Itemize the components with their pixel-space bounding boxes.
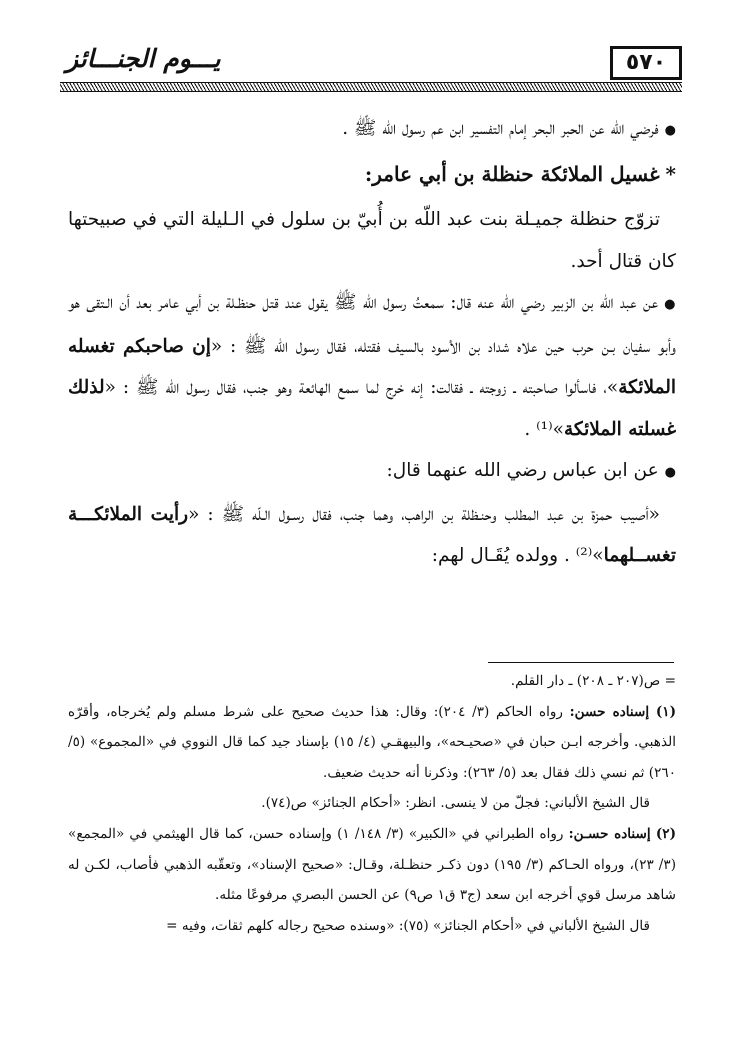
running-title: يـــوم الجنـــائز — [66, 44, 221, 73]
footnote-1-text: رواه الحاكم (٣/ ٢٠٤): وقال: هذا حديث صحيح على شرط مسلم ولم يُخرجاه، وأقرّه الذهبي. وأخرجه ابـن حبان في «صحيـحه»، والبيهقـي (٤/ ١٥) بإسناد جيد كما قال النووي في «المجموع» (٥/ ٢٦٠) ثم نسي ذلك فقال بعد (٥/ ٢٦٣): وذكرنا أنه حديث ضعيف. — [68, 703, 676, 781]
footnote-2-number: (٢) — [655, 825, 677, 842]
p3-quote-1: إن صاحبكم تغسله الملائكة — [68, 335, 676, 398]
footnote-1-label: إسناده حسن: — [569, 703, 650, 720]
p3-part-d: »⁽¹⁾ . — [524, 418, 564, 440]
p5-quote: رأيت الملائكـــة تغســلهما — [68, 503, 676, 566]
footnote-1-note: قال الشيخ الألباني: فجلّ من لا ينسى. انظر: «أحكام الجنائز» ص(٧٤). — [261, 795, 650, 812]
page-header — [60, 42, 682, 92]
paragraph-2: تزوّج حنظلة جميـلة بنت عبد اللّه بن أُبيّ بن سلول في الـليلة التي في صبيحتها كان قتال أحد. — [68, 209, 676, 272]
footnote-separator — [488, 662, 674, 663]
p5-part-a: «أصيب حمزة بن عبد المطلب وحنـظلة بن الراهب، وهما جنب، فقال رسـول الـلّه ﷺ : « — [188, 503, 660, 525]
footnote-2-note: قال الشيخ الألباني في «أحكام الجنائز» (٧٥): «وسنده صحيح رجاله كلهم ثقات، وفيه = — [166, 917, 650, 934]
heading-mark: * — [665, 161, 676, 186]
footnotes — [68, 666, 676, 941]
paragraph-4: ● عن ابن عباس رضي الله عنهما قال: — [68, 450, 676, 494]
p3-part-c: »، فاسألوا صاحبته ـ زوجته ـ فقالت: إنه خرج لما سمع الهائعة وهو جنب، فقال رسول اللّه ﷺ : « — [104, 377, 619, 398]
paragraph-1: ● فرضي اللّه عن الحبر البحر إمام التفسير ابن عم رسول اللّه ﷺ . — [68, 108, 676, 152]
p3-part-a: عن عبد اللّه بن الزبير رضي الله عنه قال: سمعتُ رسول اللّه ﷺ يقول عند قتل حنظـلة بن أبي عامر بعد أن الـتقى هو وأبو سفيان بـن حرب حين علاه شداد بن الأسود بالسيف فقتله، فقال رسول اللّه ﷺ : « — [68, 292, 676, 357]
page-number: ٥٧٠ — [610, 46, 682, 80]
paragraph-3 — [68, 282, 676, 450]
footnote-carryover: = ص(٢٠٧ ـ ٢٠٨) ـ دار القلم. — [510, 673, 676, 689]
paragraph-5 — [68, 494, 676, 577]
footnote-2 — [68, 819, 676, 911]
footnote-1-number: (١) — [655, 703, 677, 720]
footnote-2-text: رواه الطبراني في «الكبير» (٣/ ١٤٨/ ١) وإسناده حسن، كما قال الهيثمي في «المجمع» (٣/ ٢٣)، ورواه الحـاكم (٣/ ١٩٥) دون ذكـر حنظـلة، وقـال: «صحيح الإسناد»، وتعقّبه الذهبي فأصاب، لكـن له شاهد مرسل قوي أخرجه ابن سعد (ج٣ ق١ ص٩) عن الحسن البصري مرفوعًا مثله. — [68, 825, 676, 904]
footnote-2-label: إسناده حسـن: — [568, 825, 651, 842]
section-heading-text: غسيل الملائكة حنظلة بن أبي عامر: — [364, 161, 660, 186]
footnote-1 — [68, 697, 676, 789]
p3-quote-2: لذلك غسلته الملائكة — [68, 377, 676, 440]
header-rule — [60, 82, 682, 92]
main-text — [68, 108, 676, 577]
p5-part-c: »⁽²⁾ . وولده يُقَـال لهم: — [431, 545, 604, 566]
section-heading — [68, 154, 676, 196]
